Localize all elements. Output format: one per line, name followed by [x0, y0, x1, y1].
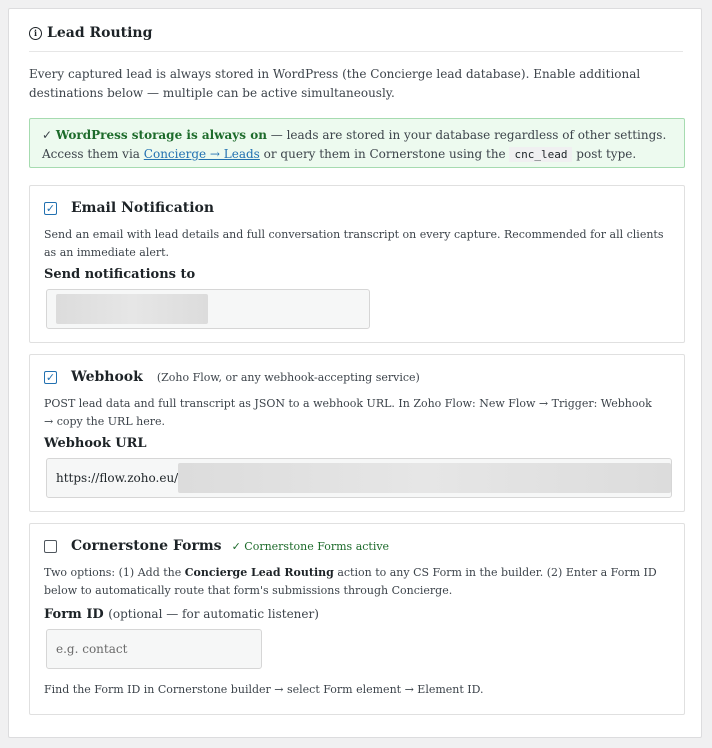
concierge-leads-link[interactable]: Concierge → Leads — [143, 147, 260, 161]
form-id-help-text: Find the Form ID in Cornerstone builder → select Form element → Element ID. — [44, 683, 484, 696]
webhook-card — [29, 354, 685, 512]
checkmark-icon: ✓ — [45, 370, 56, 384]
cornerstone-card-title: Cornerstone Forms — [71, 538, 222, 554]
webhook-url-value: https://flow.zoho.eu/ — [56, 471, 179, 485]
email-notification-card — [29, 185, 685, 343]
email-card-header — [44, 200, 214, 216]
cornerstone-status: ✓ Cornerstone Forms active — [231, 539, 390, 553]
section-title-text: Lead Routing — [47, 25, 153, 41]
form-id-label-text: Form ID — [44, 607, 104, 622]
webhook-checkbox[interactable] — [44, 371, 57, 384]
cornerstone-checkbox[interactable] — [44, 540, 57, 553]
storage-notice — [29, 118, 685, 168]
notice-text-2: or query them in Cornerstone using the — [259, 147, 510, 161]
email-recipients-input[interactable] — [46, 289, 370, 329]
check-icon: ✓ — [42, 128, 53, 142]
notice-text-1: — leads are stored in your database regardless of other settings. Access them via — [42, 128, 667, 161]
notice-strong: WordPress storage is always on — [55, 128, 267, 142]
email-description: Send an email with lead details and full conversation transcript on every capture. Recommended for all clients as an immediate alert. — [44, 228, 664, 259]
intro-text: Every captured lead is always stored in WordPress (the Concierge lead database). Enable additional destinations below — multiple can be active simultaneously. — [29, 67, 641, 100]
cornerstone-desc-b: action to any CS Form in the builder. (2) Enter a Form ID below to automatically route that form's submissions through Concierge. — [44, 566, 657, 597]
email-checkbox[interactable] — [44, 202, 57, 215]
cornerstone-card-header — [44, 538, 389, 554]
webhook-card-subtitle: (Zoho Flow, or any webhook-accepting service) — [156, 370, 420, 384]
redacted-value — [178, 463, 671, 493]
lead-routing-panel — [8, 8, 702, 738]
email-field-label: Send notifications to — [44, 267, 196, 282]
webhook-card-title: Webhook — [71, 369, 143, 385]
info-circle-icon: i — [29, 27, 42, 40]
webhook-field-label: Webhook URL — [44, 436, 147, 451]
cornerstone-desc-bold: Concierge Lead Routing — [184, 566, 334, 579]
form-id-placeholder: e.g. contact — [56, 642, 128, 656]
notice-text-3: post type. — [572, 147, 637, 161]
title-divider — [29, 51, 683, 52]
form-id-label — [44, 607, 319, 622]
post-type-code: cnc_lead — [509, 147, 572, 162]
webhook-url-input[interactable] — [46, 458, 672, 498]
checkmark-icon: ✓ — [45, 201, 56, 215]
section-title — [29, 25, 152, 41]
form-id-input[interactable] — [46, 629, 262, 669]
cornerstone-description — [44, 564, 664, 600]
cornerstone-forms-card — [29, 523, 685, 715]
webhook-description: POST lead data and full transcript as JSON to a webhook URL. In Zoho Flow: New Flow → Trigger: Webhook → copy the URL here. — [44, 397, 652, 428]
cornerstone-desc-a: Two options: (1) Add the — [44, 566, 185, 579]
email-card-title: Email Notification — [71, 200, 215, 216]
redacted-value — [56, 294, 208, 324]
webhook-card-header — [44, 369, 420, 385]
form-id-label-note: (optional — for automatic listener) — [108, 607, 319, 621]
